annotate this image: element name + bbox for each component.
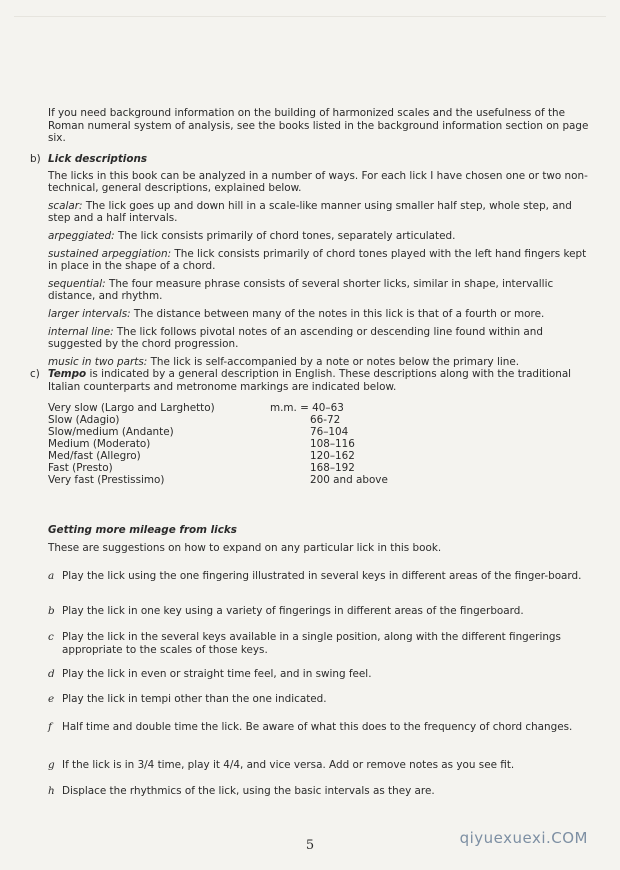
term-desc: The lick is self-accompanied by a note or notes below the primary line. xyxy=(147,355,520,368)
term-sequential xyxy=(48,278,593,303)
tempo-name: Medium (Moderato) xyxy=(48,438,151,451)
term-label: sustained arpeggiation: xyxy=(48,247,172,260)
suggestion-letter: h xyxy=(48,785,55,797)
term-label: scalar: xyxy=(48,199,83,212)
tempo-name: Slow (Adagio) xyxy=(48,414,120,427)
term-music-in-two-parts xyxy=(48,356,593,369)
tempo-mm: 108–116 xyxy=(310,438,355,451)
term-scalar xyxy=(48,200,593,225)
tempo-mm: m.m. = 40–63 xyxy=(270,402,344,415)
term-desc: The distance between many of the notes in this lick is that of a fourth or more. xyxy=(130,307,545,320)
tempo-row xyxy=(48,438,593,450)
tempo-row xyxy=(48,474,593,486)
term-desc: The lick goes up and down hill in a scale-like manner using smaller half step, whole step, and step and a half intervals. xyxy=(48,199,572,225)
watermark-text: qiyuexuexi.COM xyxy=(459,829,588,847)
page-edge-line xyxy=(14,16,606,17)
suggestion-text: Play the lick in the several keys available in a single position, along with the different fingerings appropriate to the scales of those keys. xyxy=(62,631,561,656)
term-sustained-arpeggiation xyxy=(48,248,593,273)
term-label: music in two parts: xyxy=(48,355,148,368)
suggestion-text: Half time and double time the lick. Be aware of what this does to the frequency of chord changes. xyxy=(62,721,573,733)
section-b-heading: Lick descriptions xyxy=(48,153,148,165)
intro-paragraph xyxy=(48,107,593,150)
tempo-name: Very slow (Largo and Larghetto) xyxy=(48,402,215,415)
page-number: 5 xyxy=(305,838,315,853)
section-lick-descriptions xyxy=(48,153,593,373)
section-tempo xyxy=(48,368,593,486)
suggestion-letter: c xyxy=(48,631,54,643)
tempo-mm: 66-72 xyxy=(310,414,341,427)
suggestion-text: Play the lick in tempi other than the one indicated. xyxy=(62,693,327,705)
tempo-row xyxy=(48,426,593,438)
suggestion-letter: b xyxy=(48,605,55,617)
suggestion-text: Displace the rhythmics of the lick, using the basic intervals as they are. xyxy=(62,785,435,797)
term-desc: The lick consists primarily of chord tones, separately articulated. xyxy=(114,229,456,242)
tempo-paragraph xyxy=(48,368,593,393)
tempo-mm: 76–104 xyxy=(310,426,349,439)
tempo-mm: 120–162 xyxy=(310,450,355,463)
suggestion-text: Play the lick using the one fingering illustrated in several keys in different areas of the finger-board. xyxy=(62,570,582,582)
term-label: larger intervals: xyxy=(48,307,131,320)
tempo-row xyxy=(48,414,593,426)
tempo-name: Fast (Presto) xyxy=(48,462,113,475)
tempo-name: Slow/medium (Andante) xyxy=(48,426,174,439)
suggestion-letter: e xyxy=(48,693,55,705)
section-b-intro: The licks in this book can be analyzed in a number of ways. For each lick I have chosen one or two non-technical, general descriptions, explained below. xyxy=(48,169,588,195)
mileage-intro: These are suggestions on how to expand on any particular lick in this book. xyxy=(48,541,442,554)
suggestion-letter: a xyxy=(48,570,55,582)
term-label: arpeggiated: xyxy=(48,229,115,242)
suggestion-text: Play the lick in even or straight time feel, and in swing feel. xyxy=(62,668,372,680)
tempo-row xyxy=(48,450,593,462)
intro-text: If you need background information on the building of harmonized scales and the usefulness of the Roman numeral system of analysis, see the books listed in the background information section on page six. xyxy=(48,107,589,145)
suggestion-text: If the lick is in 3/4 time, play it 4/4, and vice versa. Add or remove notes as you see fit. xyxy=(62,759,515,771)
tempo-mm: 168–192 xyxy=(310,462,355,475)
term-desc: The four measure phrase consists of several shorter licks, similar in shape, intervallic distance, and rhythm. xyxy=(48,277,554,303)
mileage-section xyxy=(48,524,593,559)
term-desc: The lick follows pivotal notes of an ascending or descending line found within and suggested by the chord progression. xyxy=(48,325,543,351)
term-arpeggiated xyxy=(48,230,593,243)
tempo-row xyxy=(48,402,593,414)
term-label: sequential: xyxy=(48,277,106,290)
term-desc: The lick consists primarily of chord tones played with the left hand fingers kept in place in the shape of a chord. xyxy=(48,247,587,273)
tempo-table xyxy=(48,402,593,486)
tempo-heading: Tempo xyxy=(48,368,87,380)
mileage-heading: Getting more mileage from licks xyxy=(48,524,237,536)
section-c-marker: c) xyxy=(30,368,40,380)
tempo-name: Very fast (Prestissimo) xyxy=(48,474,165,487)
tempo-text: is indicated by a general description in English. These descriptions along with the traditional Italian counterparts and metronome markings are indicated below. xyxy=(48,368,572,393)
tempo-mm: 200 and above xyxy=(310,474,388,487)
tempo-row xyxy=(48,462,593,474)
suggestion-letter: g xyxy=(48,759,55,771)
term-larger-intervals xyxy=(48,308,593,321)
term-internal-line xyxy=(48,326,593,351)
section-b-marker: b) xyxy=(30,153,41,165)
suggestion-letter: f xyxy=(48,721,52,733)
term-label: internal line: xyxy=(48,325,114,338)
tempo-name: Med/fast (Allegro) xyxy=(48,450,141,463)
suggestion-letter: d xyxy=(48,668,55,680)
suggestion-text: Play the lick in one key using a variety of fingerings in different areas of the fingerboard. xyxy=(62,605,524,617)
